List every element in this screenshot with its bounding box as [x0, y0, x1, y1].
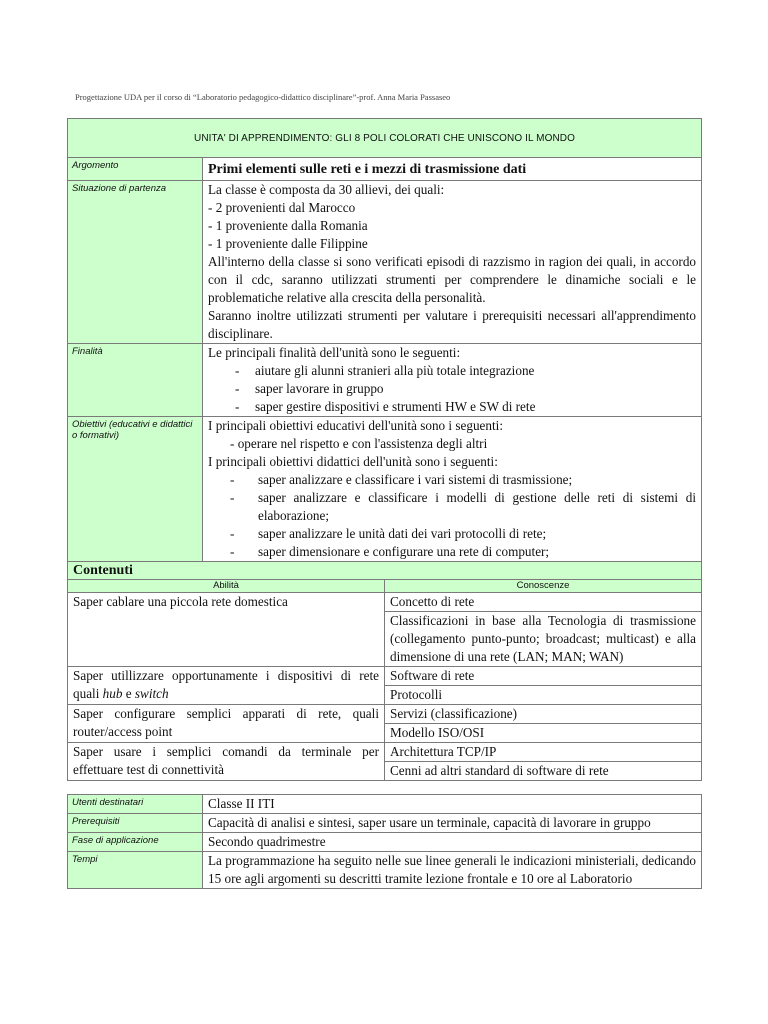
conoscenze-column-header: Conoscenze: [385, 580, 702, 593]
obiettivi-did-item: - saper dimensionare e configurare una rete di computer;: [230, 543, 696, 561]
conoscenze-cell: Protocolli: [385, 686, 702, 705]
finalita-label: Finalità: [68, 344, 203, 417]
fase-label: Fase di applicazione: [68, 833, 203, 852]
abilita-conjunction: e: [122, 686, 135, 701]
obiettivi-did-item: - saper analizzare le unità dati dei vari protocolli di rete;: [230, 525, 696, 543]
situazione-line: - 1 proveniente dalle Filippine: [208, 236, 368, 251]
utenti-value: Classe II ITI: [203, 795, 702, 814]
argomento-label: Argomento: [68, 158, 203, 181]
situazione-line: - 1 proveniente dalla Romania: [208, 218, 368, 233]
situazione-paragraph: Saranno inoltre utilizzati strumenti per valutare i prerequisiti necessari all'apprendimento disciplinare.: [208, 308, 697, 341]
conoscenze-cell: Cenni ad altri standard di software di rete: [385, 762, 702, 781]
contenuti-heading: Contenuti: [68, 562, 702, 580]
abilita-term-switch: switch: [134, 686, 169, 701]
situazione-line: La classe è composta da 30 allievi, dei quali:: [208, 182, 445, 197]
obiettivi-label: Obiettivi (educativi e didattici o formativi): [68, 417, 203, 562]
finalita-item: - saper gestire dispositivi e strumenti HW e SW di rete: [235, 398, 696, 416]
abilita-cell: Saper configurare semplici apparati di rete, quali router/access point: [68, 705, 385, 743]
page-header: Progettazione UDA per il corso di “Laboratorio pedagogico-didattico disciplinare”-prof. Anna Maria Passaseo: [75, 92, 451, 102]
uda-title: UNITA' DI APPRENDIMENTO: GLI 8 POLI COLORATI CHE UNISCONO IL MONDO: [68, 119, 702, 158]
obiettivi-did-intro: I principali obiettivi didattici dell'unità sono i seguenti:: [208, 454, 498, 469]
situazione-line: - 2 provenienti dal Marocco: [208, 200, 356, 215]
utenti-label: Utenti destinatari: [68, 795, 203, 814]
obiettivi-did-item: - saper analizzare e classificare i modelli di gestione delle reti di sistemi di elaborazione;: [230, 489, 696, 525]
fase-value: Secondo quadrimestre: [203, 833, 702, 852]
finalita-item: - aiutare gli alunni stranieri alla più totale integrazione: [235, 362, 696, 380]
conoscenze-cell: Software di rete: [385, 667, 702, 686]
conoscenze-cell: Concetto di rete: [385, 593, 702, 612]
abilita-text: Saper utillizzare opportunamente i dispositivi di rete quali: [73, 668, 379, 701]
obiettivi-edu-item: - operare nel rispetto e con l'assistenza degli altri: [230, 436, 488, 451]
abilita-cell: [68, 667, 385, 705]
abilita-cell: Saper usare i semplici comandi da terminale per effettuare test di connettività: [68, 743, 385, 781]
finalita-item: - saper lavorare in gruppo: [235, 380, 696, 398]
conoscenze-cell: Classificazioni in base alla Tecnologia di trasmissione (collegamento punto-punto; broadcast; multicast) e alla dimensione di una rete (LAN; MAN; WAN): [385, 612, 702, 667]
abilita-column-header: Abilità: [68, 580, 385, 593]
conoscenze-cell: Modello ISO/OSI: [385, 724, 702, 743]
spacer-row: [68, 781, 702, 795]
abilita-term-hub: hub: [102, 686, 123, 701]
finalita-value: [203, 344, 702, 417]
conoscenze-cell: Servizi (classificazione): [385, 705, 702, 724]
abilita-cell: Saper cablare una piccola rete domestica: [68, 593, 385, 667]
finalita-intro: Le principali finalità dell'unità sono le seguenti:: [208, 345, 461, 360]
obiettivi-did-item: - saper analizzare e classificare i vari sistemi di trasmissione;: [230, 471, 696, 489]
situazione-value: [203, 181, 702, 344]
uda-table: [67, 118, 702, 889]
conoscenze-cell: Architettura TCP/IP: [385, 743, 702, 762]
tempi-label: Tempi: [68, 852, 203, 889]
situazione-paragraph: All'interno della classe si sono verificati episodi di razzismo in ragion dei quali, in accordo con il cdc, saranno utilizzati strumenti per comprendere le dinamiche sociali e le problematiche relative alla crescita della personalità.: [208, 254, 697, 305]
tempi-value: La programmazione ha seguito nelle sue linee generali le indicazioni ministeriali, dedicando 15 ore agli argomenti su descritti tramite lezione frontale e 10 ore al Laboratorio: [203, 852, 702, 889]
situazione-label: Situazione di partenza: [68, 181, 203, 344]
prerequisiti-value: Capacità di analisi e sintesi, saper usare un terminale, capacità di lavorare in gruppo: [203, 814, 702, 833]
obiettivi-value: [203, 417, 702, 562]
obiettivi-edu-intro: I principali obiettivi educativi dell'unità sono i seguenti:: [208, 418, 503, 433]
prerequisiti-label: Prerequisiti: [68, 814, 203, 833]
argomento-value: Primi elementi sulle reti e i mezzi di trasmissione dati: [203, 158, 702, 181]
